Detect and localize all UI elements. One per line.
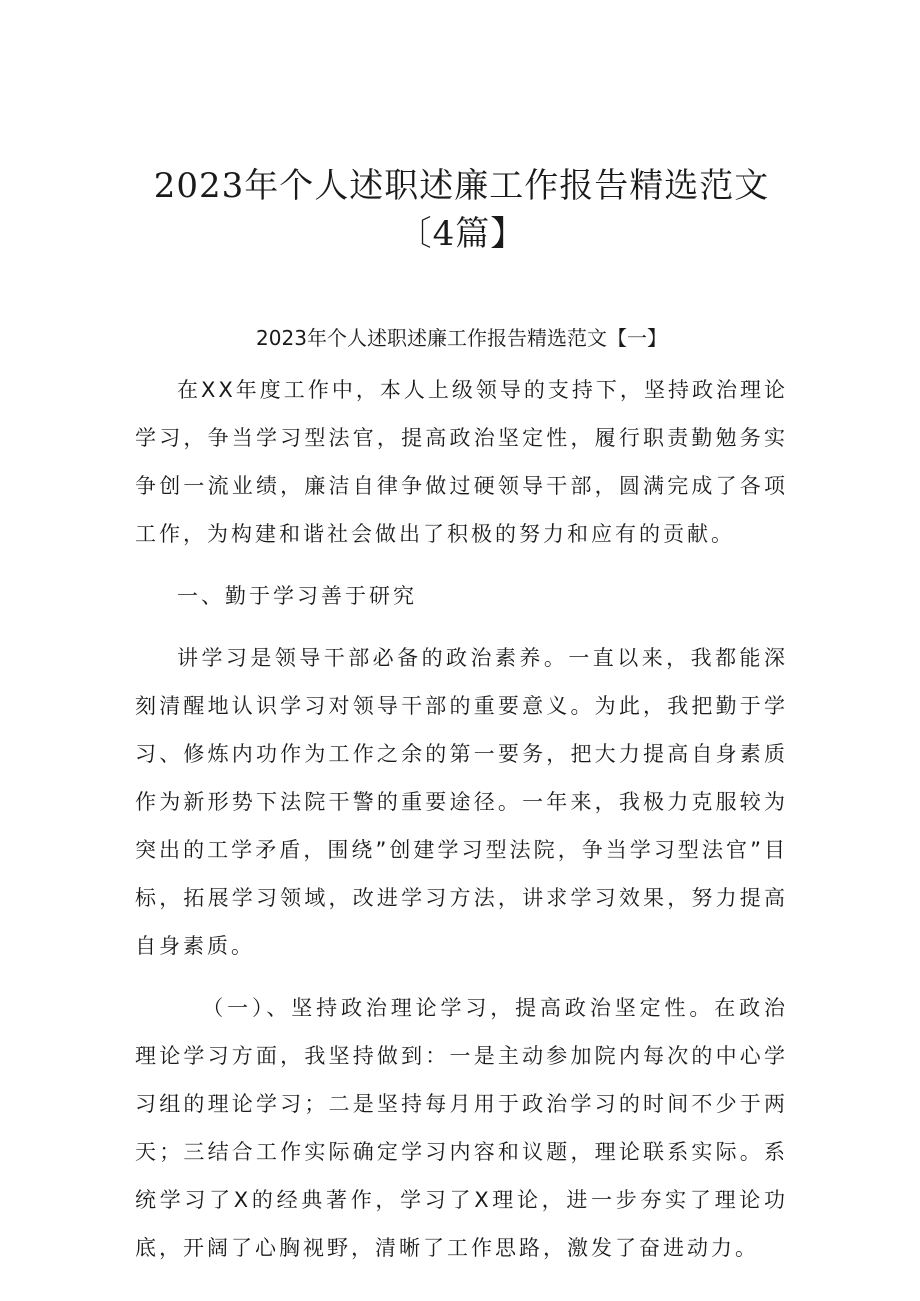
document-title: 2023年个人述职述廉工作报告精选范文〔4篇】 (153, 166, 770, 254)
section-title: 2023年个人述职述廉工作报告精选范文【一】 (256, 326, 667, 350)
study-paragraph: 讲学习是领导干部必备的政治素养。一直以来，我都能深刻清醒地认识学习对领导干部的重要意义。为此，我把勤于学习、修炼内功作为工作之余的第一要务，把大力提高自身素质作为新形势下法院干警的重要途径。一年来，我极力克服较为突出的工学矛盾，围绕”创建学习型法院，争当学习型法官”目标，拓展学习领域，改进学习方法，讲求学习效果，努力提高自身素质。 (135, 646, 788, 958)
heading-study: 一、勤于学习善于研究 (177, 584, 417, 608)
political-study-paragraph: （一）、坚持政治理论学习，提高政治坚定性。在政治理论学习方面，我坚持做到：一是主动参加院内每次的中心学习组的理论学习；二是坚持每月用于政治学习的时间不少于两天；三结合工作实际确定学习内容和议题，理论联系实际。系统学习了X的经典著作，学习了X理论，进一步夯实了理论功底，开阔了心胸视野，清晰了工作思路，激发了奋进动力。 (135, 996, 788, 1260)
intro-paragraph: 在XX年度工作中，本人上级领导的支持下，坚持政治理论学习，争当学习型法官，提高政治坚定性，履行职责勤勉务实争创一流业绩，廉洁自律争做过硬领导干部，圆满完成了各项工作，为构建和谐社会做出了积极的努力和应有的贡献。 (135, 378, 788, 546)
